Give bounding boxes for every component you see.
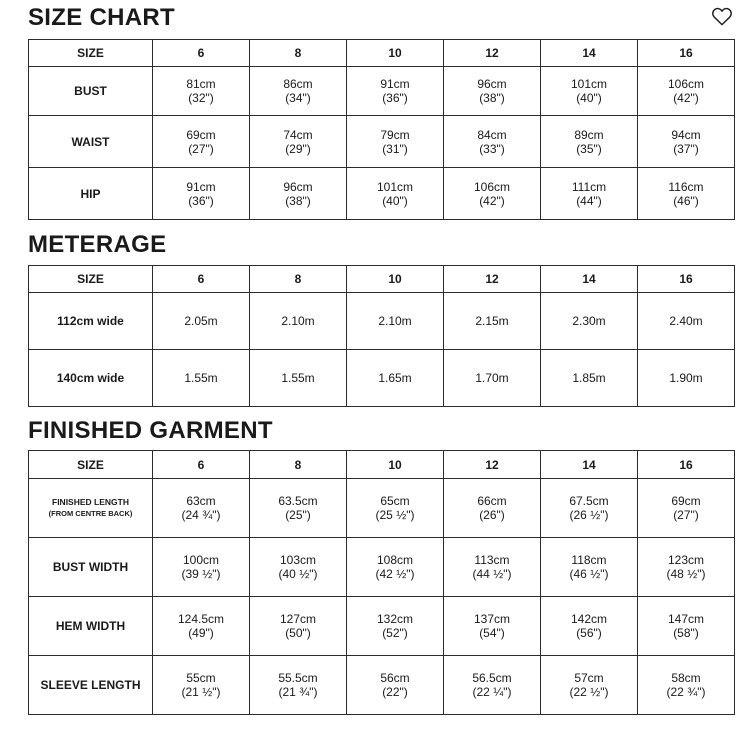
- table-cell: 1.55m: [250, 350, 347, 407]
- header-cell: 6: [153, 40, 250, 67]
- table-cell: 100cm (39 ½"): [153, 538, 250, 597]
- header-cell: 10: [347, 266, 444, 293]
- table-cell: 89cm (35"): [541, 116, 638, 168]
- table-cell: 124.5cm (49"): [153, 597, 250, 656]
- table-cell: 127cm (50"): [250, 597, 347, 656]
- table-row: [29, 293, 735, 350]
- table-cell: 103cm (40 ½"): [250, 538, 347, 597]
- header-cell: 12: [444, 40, 541, 67]
- table-row: [29, 116, 735, 168]
- row-label: 140cm wide: [29, 350, 153, 407]
- table-cell: 2.10m: [347, 293, 444, 350]
- table-cell: 55cm (21 ½"): [153, 656, 250, 715]
- row-label: SLEEVE LENGTH: [29, 656, 153, 715]
- row-label: 112cm wide: [29, 293, 153, 350]
- table-cell: 74cm (29"): [250, 116, 347, 168]
- meterage-table: [28, 265, 735, 407]
- table-cell: 2.05m: [153, 293, 250, 350]
- table-row: [29, 479, 735, 538]
- table-cell: 132cm (52"): [347, 597, 444, 656]
- table-row: [29, 597, 735, 656]
- table-row: [29, 656, 735, 715]
- header-cell: SIZE: [29, 451, 153, 479]
- finished-garment-title: FINISHED GARMENT: [28, 417, 273, 444]
- table-cell: 69cm (27"): [153, 116, 250, 168]
- header-cell: 16: [638, 266, 735, 293]
- header-cell: SIZE: [29, 40, 153, 67]
- header-cell: 8: [250, 266, 347, 293]
- table-cell: 56cm (22"): [347, 656, 444, 715]
- table-cell: 96cm (38"): [250, 168, 347, 220]
- table-cell: 1.70m: [444, 350, 541, 407]
- row-label: BUST: [29, 67, 153, 116]
- table-cell: 86cm (34"): [250, 67, 347, 116]
- table-cell: 2.15m: [444, 293, 541, 350]
- row-label: FINISHED LENGTH (FROM CENTRE BACK): [29, 479, 153, 538]
- header-cell: 16: [638, 40, 735, 67]
- table-cell: 2.30m: [541, 293, 638, 350]
- table-cell: 123cm (48 ½"): [638, 538, 735, 597]
- table-cell: 147cm (58"): [638, 597, 735, 656]
- table-cell: 58cm (22 ¾"): [638, 656, 735, 715]
- table-cell: 94cm (37"): [638, 116, 735, 168]
- meterage-title: METERAGE: [28, 231, 167, 258]
- row-label: HEM WIDTH: [29, 597, 153, 656]
- table-cell: 108cm (42 ½"): [347, 538, 444, 597]
- header-cell: 12: [444, 451, 541, 479]
- table-row: [29, 168, 735, 220]
- table-cell: 106cm (42"): [638, 67, 735, 116]
- table-cell: 118cm (46 ½"): [541, 538, 638, 597]
- header-cell: 6: [153, 451, 250, 479]
- table-cell: 1.90m: [638, 350, 735, 407]
- header-cell: 16: [638, 451, 735, 479]
- table-cell: 101cm (40"): [541, 67, 638, 116]
- size-chart-title: SIZE CHART: [28, 4, 175, 31]
- table-row: [29, 350, 735, 407]
- table-cell: 57cm (22 ½"): [541, 656, 638, 715]
- finished-garment-table: [28, 450, 735, 715]
- size-chart-table: [28, 39, 735, 220]
- header-cell: 10: [347, 451, 444, 479]
- table-header-row: [29, 40, 735, 67]
- table-cell: 66cm (26"): [444, 479, 541, 538]
- table-cell: 142cm (56"): [541, 597, 638, 656]
- table-cell: 63cm (24 ¾"): [153, 479, 250, 538]
- table-cell: 2.40m: [638, 293, 735, 350]
- table-cell: 55.5cm (21 ¾"): [250, 656, 347, 715]
- table-header-row: [29, 451, 735, 479]
- row-label: WAIST: [29, 116, 153, 168]
- table-cell: 2.10m: [250, 293, 347, 350]
- header-cell: 6: [153, 266, 250, 293]
- table-cell: 96cm (38"): [444, 67, 541, 116]
- table-cell: 106cm (42"): [444, 168, 541, 220]
- table-cell: 91cm (36"): [347, 67, 444, 116]
- table-row: [29, 67, 735, 116]
- header-cell: 14: [541, 451, 638, 479]
- heart-icon[interactable]: [711, 6, 733, 26]
- header-cell: 14: [541, 40, 638, 67]
- row-label: BUST WIDTH: [29, 538, 153, 597]
- table-cell: 63.5cm (25"): [250, 479, 347, 538]
- row-label: HIP: [29, 168, 153, 220]
- table-row: [29, 538, 735, 597]
- table-cell: 1.85m: [541, 350, 638, 407]
- table-cell: 65cm (25 ½"): [347, 479, 444, 538]
- table-header-row: [29, 266, 735, 293]
- table-cell: 79cm (31"): [347, 116, 444, 168]
- header-cell: 14: [541, 266, 638, 293]
- table-cell: 69cm (27"): [638, 479, 735, 538]
- header-cell: 8: [250, 451, 347, 479]
- table-cell: 1.55m: [153, 350, 250, 407]
- table-cell: 101cm (40"): [347, 168, 444, 220]
- header-cell: SIZE: [29, 266, 153, 293]
- header-cell: 8: [250, 40, 347, 67]
- table-cell: 137cm (54"): [444, 597, 541, 656]
- table-cell: 67.5cm (26 ½"): [541, 479, 638, 538]
- table-cell: 91cm (36"): [153, 168, 250, 220]
- table-cell: 84cm (33"): [444, 116, 541, 168]
- table-cell: 1.65m: [347, 350, 444, 407]
- table-cell: 116cm (46"): [638, 168, 735, 220]
- header-cell: 10: [347, 40, 444, 67]
- table-cell: 56.5cm (22 ¼"): [444, 656, 541, 715]
- header-cell: 12: [444, 266, 541, 293]
- table-cell: 81cm (32"): [153, 67, 250, 116]
- table-cell: 113cm (44 ½"): [444, 538, 541, 597]
- table-cell: 111cm (44"): [541, 168, 638, 220]
